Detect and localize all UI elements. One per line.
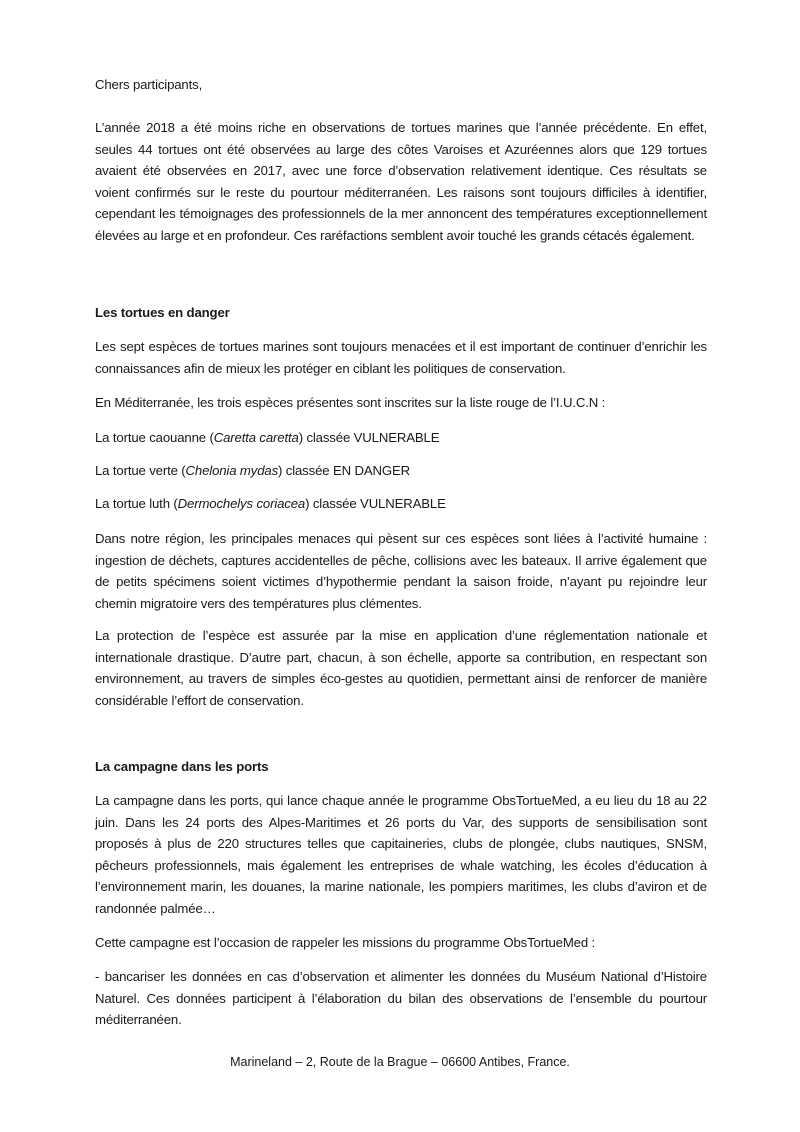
greeting: Chers participants, <box>95 77 203 92</box>
paragraph: Les sept espèces de tortues marines sont toujours menacées et il est important de continuer d’enrichir les connaissances afin de mieux les protéger en ciblant les politiques de conservation. <box>95 339 707 376</box>
species-item: La tortue caouanne (Caretta caretta) classée VULNERABLE <box>95 430 440 445</box>
footer-address: Marineland – 2, Route de la Brague – 06600 Antibes, France. <box>230 1055 570 1069</box>
paragraph: Dans notre région, les principales menaces qui pèsent sur ces espèces sont liées à l’activité humaine : ingestion de déchets, captures accidentelles de pêche, collisions avec les bateaux. Il arrive également que de petits spécimens soient victimes d’hypothermie pendant la saison froide, n’ayant pu rejoindre leur chemin migratoire vers des températures plus clémentes. <box>95 531 707 611</box>
intro-paragraph: L’année 2018 a été moins riche en observations de tortues marines que l’année précédente. En effet, seules 44 tortues ont été observées au large des côtes Varoises et Azuréennes alors que 129 tortues avaient été observées en 2017, avec une force d’observation relativement identique. Ces résultats se voient confirmés sur le reste du pourtour méditerranéen. Les raisons sont toujours difficiles à identifier, cependant les témoignages des professionnels de la mer annoncent des températures exceptionnellement élevées au large et en profondeur. Ces raréfactions semblent avoir touché les grands cétacés également. <box>95 120 707 243</box>
paragraph: La campagne dans les ports, qui lance chaque année le programme ObsTortueMed, a eu lieu du 18 au 22 juin. Dans les 24 ports des Alpes-Maritimes et 26 ports du Var, des supports de sensibilisation sont proposés à plus de 220 structures telles que capitaineries, clubs de plongée, clubs nautiques, SNSM, pêcheurs professionnels, mais également les entreprises de whale watching, les écoles d’éducation à l’environnement marin, les douanes, la marine nationale, les pompiers maritimes, les clubs d’aviron et de randonnée palmée… <box>95 793 707 916</box>
paragraph: Cette campagne est l’occasion de rappeler les missions du programme ObsTortueMed : <box>95 935 596 950</box>
paragraph: La protection de l’espèce est assurée par la mise en application d’une réglementation nationale et internationale drastique. D’autre part, chacun, à son échelle, apporte sa contribution, en respectant son environnement, au travers de simples éco-gestes au quotidien, permettant ainsi de renforcer de manière considérable l’effort de conservation. <box>95 628 707 708</box>
section-title-tortues-en-danger: Les tortues en danger <box>95 305 230 320</box>
paragraph: En Méditerranée, les trois espèces présentes sont inscrites sur la liste rouge de l’I.U.C.N : <box>95 395 606 410</box>
paragraph: - bancariser les données en cas d’observation et alimenter les données du Muséum National d’Histoire Naturel. Ces données participent à l’élaboration du bilan des observations de l’ensemble du pourtour méditerranéen. <box>95 969 707 1027</box>
species-item: La tortue luth (Dermochelys coriacea) classée VULNERABLE <box>95 496 446 511</box>
species-item: La tortue verte (Chelonia mydas) classée EN DANGER <box>95 463 411 478</box>
section-title-campagne-ports: La campagne dans les ports <box>95 759 269 774</box>
